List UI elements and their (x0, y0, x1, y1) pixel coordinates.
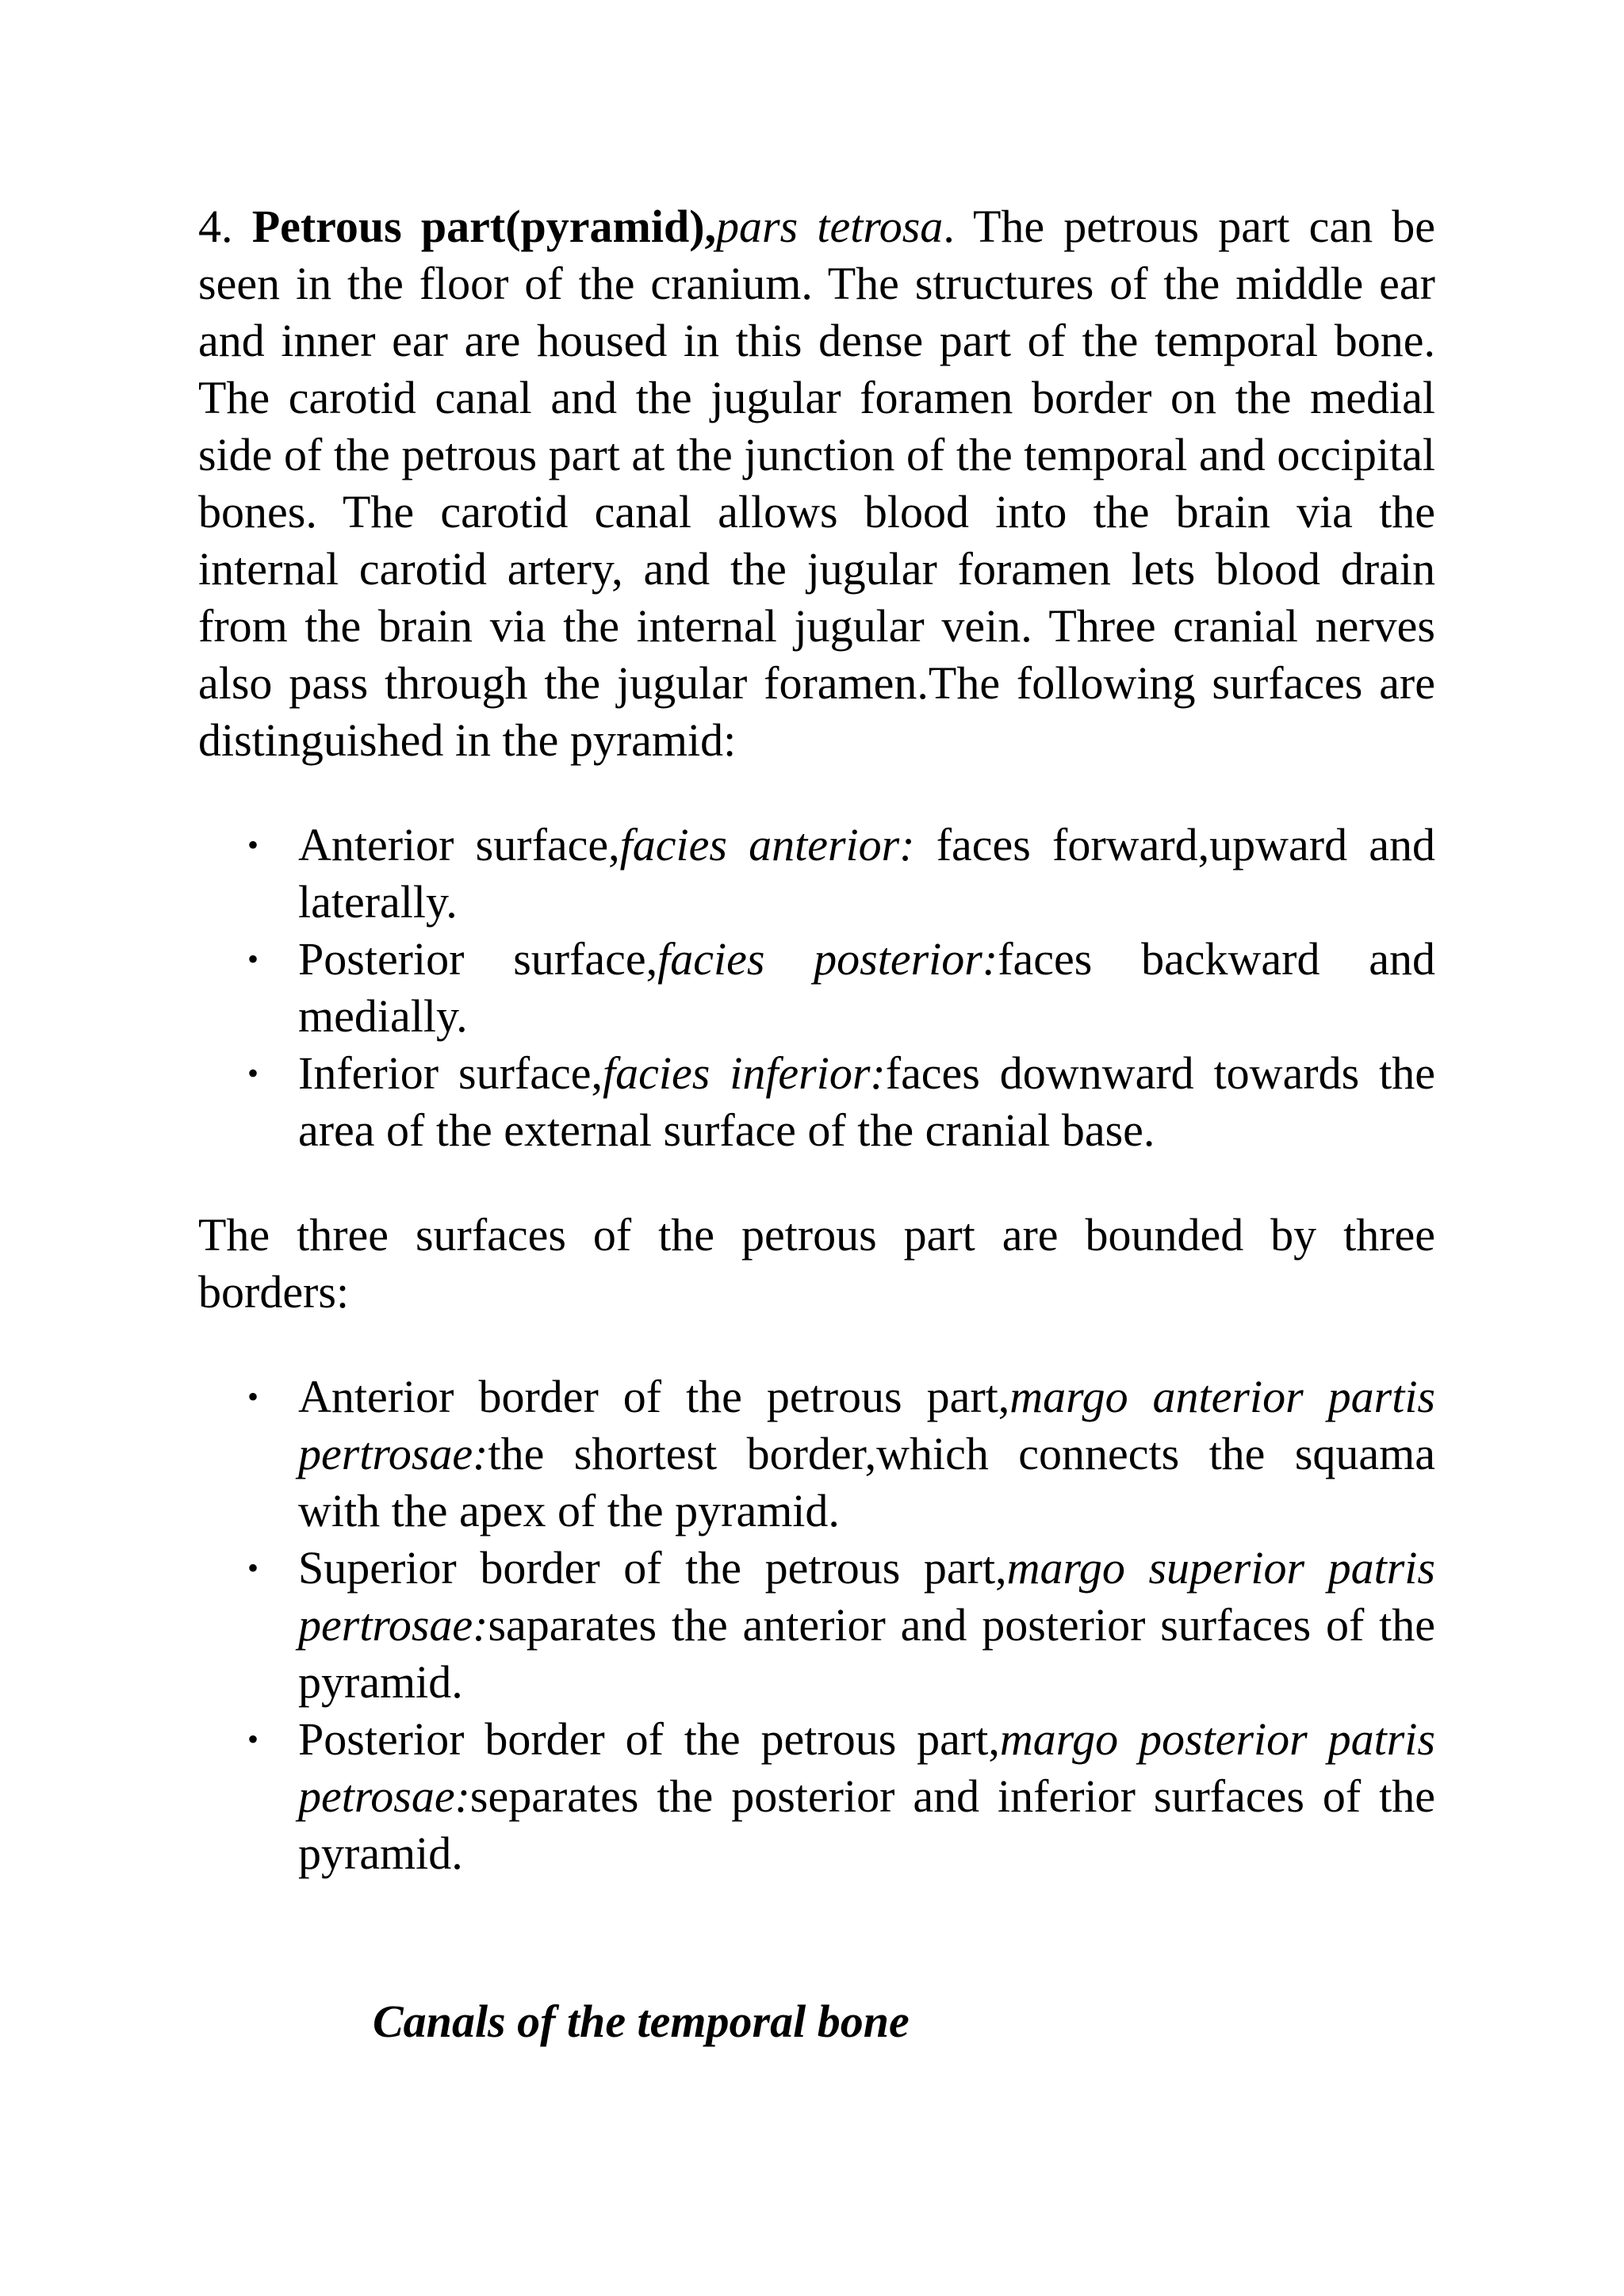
bullet: • (247, 1055, 259, 1091)
item-latin: facies inferior: (602, 1047, 886, 1099)
list-item (198, 1540, 1435, 1711)
item-label: Inferior surface, (298, 1047, 603, 1099)
item-latin: facies anterior: (619, 819, 915, 871)
borders-intro-paragraph: The three surfaces of the petrous part are bounded by three borders: (198, 1209, 1435, 1318)
section-heading: Canals of the temporal bone (373, 1996, 910, 2047)
item-desc: saparates the anterior and posterior surfaces of the pyramid. (298, 1599, 1435, 1708)
intro-text: . The petrous part can be seen in the floor of the cranium. The structures of the middle ear and inner ear are housed in this dense part of the temporal bone. The carotid canal and the jugular foramen border on the medial side of the petrous part at the junction of the temporal and occipital bones. The carotid canal allows blood into the brain via the internal carotid artery, and the jugular foramen lets blood drain from the brain via the internal jugular vein. Three cranial nerves also pass through the jugular foramen.The following surfaces are distinguished in the pyramid: (198, 201, 1435, 766)
list-item (198, 931, 1435, 1045)
item-latin: margo posterior patris petrosae: (298, 1713, 1435, 1822)
item-label: Posterior border of the petrous part, (298, 1713, 1000, 1765)
item-desc: separates the posterior and inferior surfaces of the pyramid. (298, 1770, 1435, 1879)
bullet: • (247, 1721, 259, 1757)
surfaces-list (198, 817, 1435, 1159)
bullet: • (247, 827, 259, 863)
bullet: • (247, 1550, 259, 1586)
bullet: • (247, 941, 259, 977)
borders-list (198, 1368, 1435, 1882)
item-desc: faces forward,upward and laterally. (298, 819, 1436, 928)
bullet: • (247, 1379, 259, 1414)
item-label: Posterior surface, (298, 933, 658, 985)
latin-term: pars tetrosa (716, 201, 944, 252)
list-item (198, 1711, 1435, 1882)
item-latin: margo anterior partis pertrosae: (298, 1371, 1435, 1479)
item-desc: faces downward towards the area of the external surface of the cranial base. (298, 1047, 1435, 1156)
document-page (198, 198, 1435, 2050)
list-item (198, 1368, 1435, 1540)
item-desc: faces backward and medially. (298, 933, 1435, 1042)
item-desc: the shortest border,which connects the squama with the apex of the pyramid. (298, 1428, 1435, 1536)
item-latin: margo superior patris pertrosae: (298, 1542, 1435, 1651)
item-label: Anterior surface, (298, 819, 620, 871)
item-latin: facies posterior: (657, 933, 998, 985)
item-label: Anterior border of the petrous part, (298, 1371, 1010, 1422)
list-item (198, 1045, 1435, 1159)
section-number: 4. (198, 201, 233, 252)
section-title: Petrous part(pyramid), (251, 201, 717, 252)
list-item (198, 817, 1435, 931)
item-label: Superior border of the petrous part, (298, 1542, 1007, 1594)
intro-paragraph (198, 198, 1435, 769)
